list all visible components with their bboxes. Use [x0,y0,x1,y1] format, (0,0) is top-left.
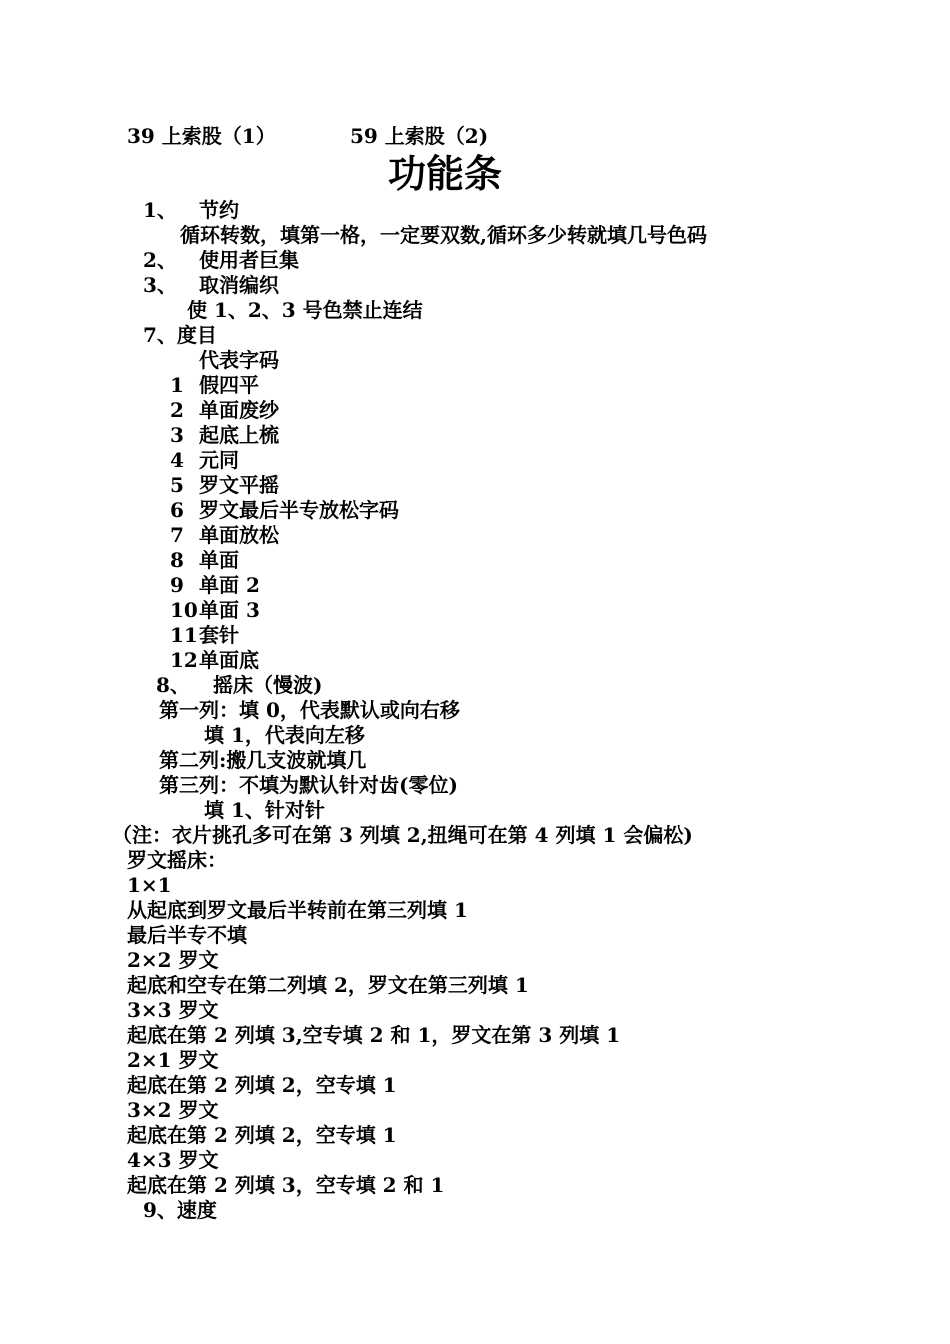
rack-note: （注：衣片挑孔多可在第 3 列填 2,扭绳可在第 4 列填 1 会偏松) [112,823,693,847]
code-number: 1 [170,373,184,397]
rib-line: 起底在第 2 列填 2，空专填 1 [127,1073,397,1097]
code-number: 4 [170,448,184,472]
code-label: 罗文平摇 [199,473,279,497]
rack-column-3: 第三列：不填为默认针对齿(零位) [159,773,458,797]
item-7-subtitle: 代表字码 [199,348,279,372]
item-8-number: 8、 [156,673,190,697]
rib-line: 从起底到罗文最后半转前在第三列填 1 [127,898,468,922]
code-label: 单面 [199,548,239,572]
code-label: 单面 2 [199,573,260,597]
item-1-label: 节约 [199,198,239,222]
rib-line: 最后半专不填 [127,923,247,947]
item-3-label: 取消编织 [199,273,279,297]
code-number: 5 [170,473,184,497]
code-label: 罗文最后半专放松字码 [199,498,399,522]
item-3-description: 使 1、2、3 号色禁止连结 [187,298,423,322]
item-9-label: 9、速度 [143,1198,217,1222]
item-3-number: 3、 [143,273,177,297]
rib-line: 起底在第 2 列填 2，空专填 1 [127,1123,397,1147]
code-label: 单面底 [199,648,259,672]
item-2-number: 2、 [143,248,177,272]
code-number: 3 [170,423,184,447]
item-8-label: 摇床（慢波) [213,673,323,697]
header-right: 59 上索股（2) [350,124,489,148]
rib-line: 3×2 罗文 [127,1098,219,1122]
rack-column-3-alt: 填 1、针对针 [204,798,325,822]
code-label: 起底上梳 [199,423,279,447]
code-label: 单面 3 [199,598,260,622]
rack-column-1-alt: 填 1，代表向左移 [204,723,365,747]
code-label: 假四平 [199,373,259,397]
code-number: 11 [170,623,198,647]
code-number: 2 [170,398,184,422]
rib-line: 4×3 罗文 [127,1148,219,1172]
code-label: 套针 [199,623,239,647]
page-title: 功能条 [387,151,502,196]
code-label: 元同 [199,448,239,472]
code-number: 7 [170,523,184,547]
code-label: 单面废纱 [199,398,279,422]
code-number: 8 [170,548,184,572]
rib-line: 3×3 罗文 [127,998,219,1022]
rib-line: 2×2 罗文 [127,948,219,972]
code-number: 12 [170,648,198,672]
header-left: 39 上索股（1） [127,124,276,148]
item-1-number: 1、 [143,198,177,222]
rack-column-2: 第二列:搬几支波就填几 [159,748,367,772]
rack-column-1: 第一列：填 0，代表默认或向右移 [159,698,460,722]
code-number: 6 [170,498,184,522]
rib-line: 罗文摇床： [127,848,227,872]
rib-line: 起底在第 2 列填 3,空专填 2 和 1，罗文在第 3 列填 1 [127,1023,621,1047]
code-number: 9 [170,573,184,597]
code-number: 10 [170,598,198,622]
item-1-description: 循环转数，填第一格，一定要双数,循环多少转就填几号色码 [180,223,707,247]
item-2-label: 使用者巨集 [199,248,299,272]
rib-line: 起底在第 2 列填 3，空专填 2 和 1 [127,1173,445,1197]
rib-line: 1×1 [127,873,172,897]
rib-line: 2×1 罗文 [127,1048,219,1072]
code-label: 单面放松 [199,523,279,547]
rib-line: 起底和空专在第二列填 2，罗文在第三列填 1 [127,973,529,997]
item-7-label: 7、度目 [143,323,217,347]
